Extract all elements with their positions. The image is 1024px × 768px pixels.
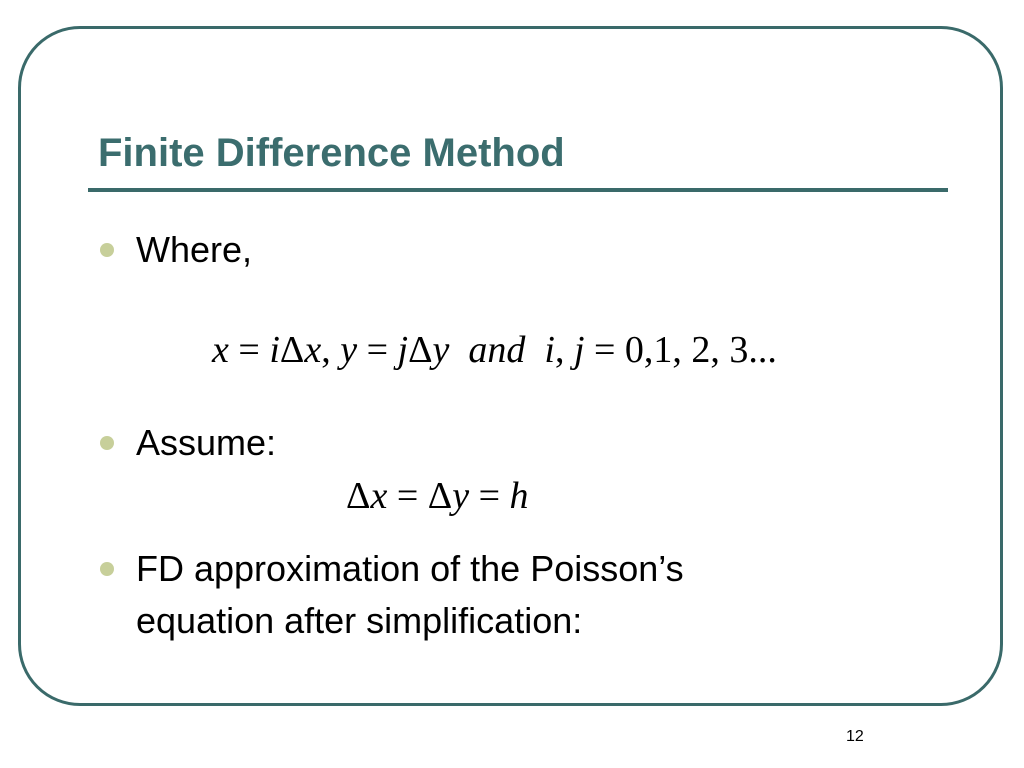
slide-title: Finite Difference Method: [98, 131, 565, 175]
equation-where: x = iΔx, y = jΔy and i, j = 0,1, 2, 3...: [212, 329, 777, 371]
bullet-assume: Assume:: [136, 422, 277, 463]
bullet-fd-line1: FD approximation of the Poisson’s: [136, 548, 684, 589]
bullet-where: Where,: [136, 229, 253, 270]
bullet-dot-icon: [100, 436, 114, 450]
title-underline: [88, 188, 948, 192]
bullet-fd-line2: equation after simplification:: [136, 600, 583, 641]
bullet-dot-icon: [100, 562, 114, 576]
page-number: 12: [846, 728, 864, 745]
equation-assume: Δx = Δy = h: [346, 475, 529, 517]
bullet-dot-icon: [100, 243, 114, 257]
